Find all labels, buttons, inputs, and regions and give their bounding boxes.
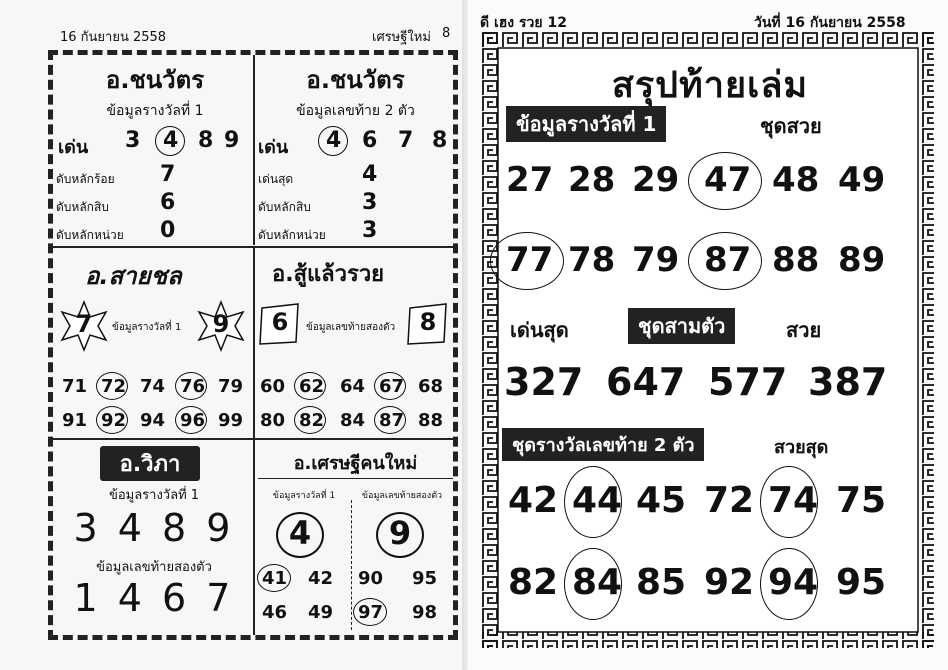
three-digit-num: 577 — [708, 360, 788, 404]
box2-row-label: เด่นสุด — [258, 172, 294, 186]
box1-row-value: 7 — [160, 162, 176, 187]
box5-nums2: 1 4 6 7 — [73, 576, 235, 620]
sum-num: 79 — [632, 240, 680, 280]
sec1-label: ข้อมูลรางวัลที่ 1 — [506, 106, 666, 142]
box4-num: 82 — [299, 410, 325, 431]
star-right-number: 9 — [212, 310, 230, 338]
box2-num: 4 — [326, 128, 342, 153]
sec3-tag: สวยสุด — [774, 437, 829, 458]
box2-row-value: 3 — [362, 218, 378, 243]
sum-num: 94 — [768, 562, 819, 603]
sum-num: 92 — [704, 562, 755, 603]
sum-num: 82 — [508, 562, 559, 603]
box2-lead-label: เด่น — [258, 137, 289, 158]
box6-num: 42 — [308, 568, 334, 589]
box3-num: 99 — [218, 410, 244, 431]
left-page — [0, 0, 468, 670]
three-digit-num: 327 — [504, 360, 584, 404]
three-digit-num: 647 — [606, 360, 686, 404]
box6-num: 49 — [308, 602, 334, 623]
sum-num: 77 — [506, 240, 554, 280]
box4-right-number: 8 — [419, 308, 437, 336]
box1-num: 4 — [163, 128, 179, 153]
right-header-date: วันที่ 16 กันยายน 2558 — [754, 15, 906, 31]
box3-caption: ข้อมูลรางวัลที่ 1 — [112, 322, 182, 333]
box1-row-value: 0 — [160, 218, 176, 243]
sum-num: 78 — [568, 240, 616, 280]
left-header-title: เศรษฐีใหม่ — [372, 30, 431, 45]
box2-row-label: ดับหลักสิบ — [258, 200, 311, 214]
sum-num: 44 — [572, 480, 623, 521]
box6-sub-left: ข้อมูลรางวัลที่ 1 — [272, 491, 336, 501]
box4-num: 60 — [260, 376, 286, 397]
left-header-date: 16 กันยายน 2558 — [60, 30, 167, 45]
box3-title: อ.สายชล — [85, 262, 182, 290]
box4-num: 68 — [418, 376, 444, 397]
sec2-right: สวย — [786, 318, 822, 342]
box4-title: อ.สู้แล้วรวย — [272, 262, 385, 287]
sum-num: 95 — [836, 562, 887, 603]
box6-num: 41 — [262, 568, 288, 589]
box6-num: 97 — [358, 602, 384, 623]
star-left-number: 7 — [75, 310, 93, 338]
box4-num: 80 — [260, 410, 286, 431]
sum-num: 89 — [838, 240, 886, 280]
right-header-left: ดี เฮง รวย 12 — [480, 15, 567, 31]
sum-num: 29 — [632, 160, 680, 200]
box1-title: อ.ชนวัตร — [105, 66, 205, 94]
box1-subtitle: ข้อมูลรางวัลที่ 1 — [106, 103, 204, 119]
box2-subtitle: ข้อมูลเลขท้าย 2 ตัว — [296, 103, 415, 119]
box4-num: 88 — [418, 410, 444, 431]
three-digit-num: 387 — [808, 360, 888, 404]
box4-num: 87 — [379, 410, 405, 431]
box3-num: 74 — [140, 376, 166, 397]
sum-num: 88 — [772, 240, 820, 280]
box1-num: 9 — [224, 128, 240, 153]
box6-sub-right: ข้อมูลเลขท้ายสองตัว — [361, 491, 443, 501]
sum-num: 42 — [508, 480, 559, 521]
box6-num: 90 — [358, 568, 384, 589]
box3-num: 76 — [180, 376, 206, 397]
box6-big-left: 4 — [288, 514, 312, 552]
sum-num: 47 — [704, 160, 752, 200]
box2-title: อ.ชนวัตร — [306, 66, 405, 94]
box3-num: 92 — [101, 410, 127, 431]
sec3-label: ชุดรางวัลเลขท้าย 2 ตัว — [502, 428, 704, 461]
box1-row-label: ดับหลักหน่วย — [56, 228, 124, 242]
box2-row-value: 4 — [362, 162, 378, 187]
box4-num: 67 — [379, 376, 405, 397]
left-header-page: 8 — [442, 26, 451, 41]
box1-row-value: 6 — [160, 190, 176, 215]
sum-num: 87 — [704, 240, 752, 280]
sum-num: 28 — [568, 160, 616, 200]
box5-subtitle1: ข้อมูลรางวัลที่ 1 — [108, 488, 200, 503]
sum-num: 27 — [506, 160, 554, 200]
sec2-left: เด่นสุด — [510, 318, 569, 342]
box1-lead-label: เด่น — [58, 137, 89, 158]
box6-title: อ.เศรษฐีคนใหม่ — [293, 453, 418, 474]
sum-num: 75 — [836, 480, 887, 521]
box2-num: 6 — [362, 128, 378, 153]
box3-num: 72 — [101, 376, 127, 397]
box1-row-label: ดับหลักสิบ — [56, 200, 109, 214]
box5-nums1: 3 4 8 9 — [73, 506, 235, 550]
box2-row-label: ดับหลักหน่วย — [258, 228, 326, 242]
sum-num: 72 — [704, 480, 755, 521]
box4-num: 64 — [340, 376, 366, 397]
box4-caption: ข้อมูลเลขท้ายสองตัว — [306, 322, 396, 333]
box3-num: 79 — [218, 376, 244, 397]
box2-num: 8 — [432, 128, 448, 153]
box1-num: 8 — [198, 128, 214, 153]
box5-title: อ.วิภา — [100, 446, 200, 481]
box6-num: 95 — [412, 568, 438, 589]
sum-num: 49 — [838, 160, 886, 200]
right-title: สรุปท้ายเล่ม — [611, 65, 809, 106]
box4-left-number: 6 — [271, 308, 289, 336]
sum-num: 45 — [636, 480, 687, 521]
box3-num: 71 — [62, 376, 88, 397]
box6-num: 98 — [412, 602, 438, 623]
box2-num: 7 — [398, 128, 414, 153]
right-page — [468, 0, 948, 670]
box3-num: 91 — [62, 410, 88, 431]
sum-num: 85 — [636, 562, 687, 603]
box1-num: 3 — [125, 128, 141, 153]
box2-row-value: 3 — [362, 190, 378, 215]
box1-row-label: ดับหลักร้อย — [56, 172, 115, 186]
box6-big-right: 9 — [388, 514, 412, 552]
sum-num: 84 — [572, 562, 623, 603]
sum-num: 48 — [772, 160, 820, 200]
sum-num: 74 — [768, 480, 819, 521]
sec1-tag: ชุดสวย — [760, 114, 822, 138]
box5-subtitle2: ข้อมูลเลขท้ายสองตัว — [96, 560, 212, 575]
box6-num: 46 — [262, 602, 288, 623]
box4-num: 62 — [299, 376, 325, 397]
box3-num: 94 — [140, 410, 166, 431]
sec2-label: ชุดสามตัว — [628, 308, 735, 344]
box3-num: 96 — [180, 410, 206, 431]
box4-num: 84 — [340, 410, 366, 431]
